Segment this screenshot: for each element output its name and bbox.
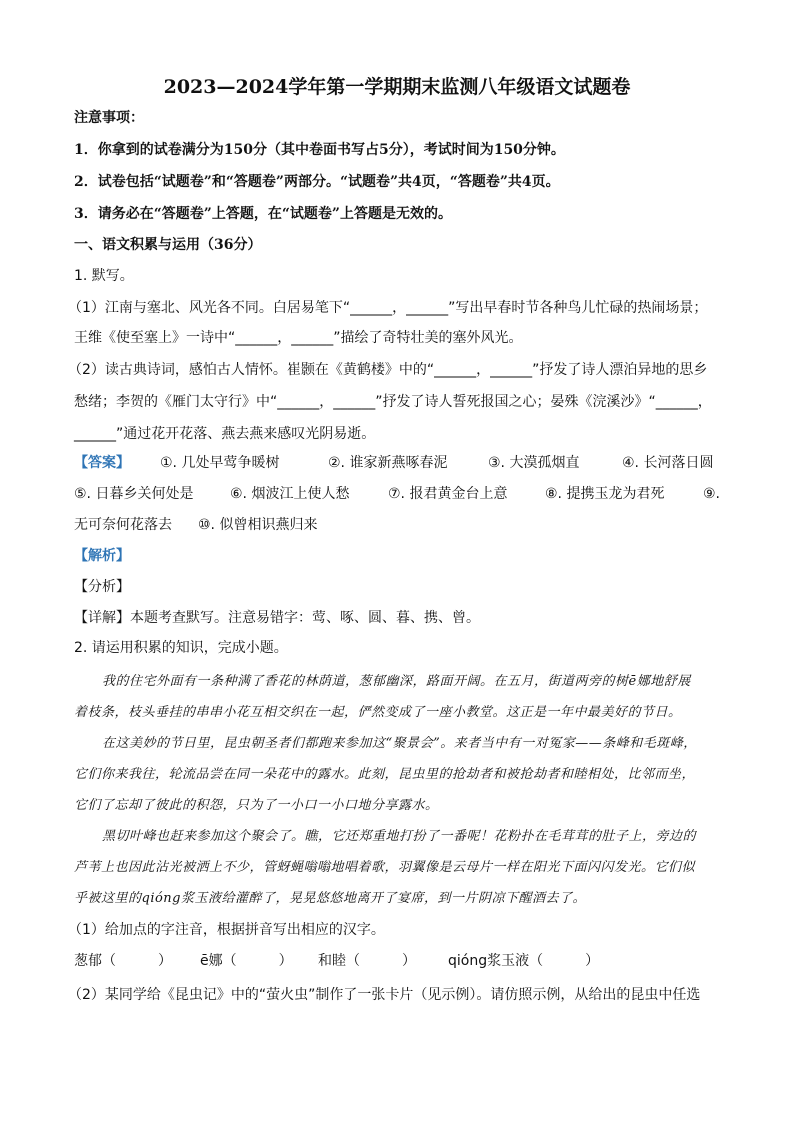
answer-item: ③. 大漠孤烟直 <box>488 455 580 471</box>
detail-line <box>74 608 480 628</box>
question-text: ______”通过花开花落、燕去燕来感叹光阴易逝。 <box>74 426 376 442</box>
pinyin-blank: ē娜（ ） <box>200 953 293 969</box>
question-label: 1. 默写。 <box>74 268 134 284</box>
analysis-tag: 【解析】 <box>74 548 130 564</box>
passage-line: 我的住宅外面有一条种满了香花的林荫道，葱郁幽深，路面开阔。在五月，街道两旁的树ē娜地舒展 <box>102 674 691 689</box>
question-text: （1）江南与塞北、风光各不同。白居易笔下“______，______”写出早春时节各种鸟儿忙碌的热闹场景； <box>68 300 708 316</box>
page-title: 2023—2024学年第一学期期末监测八年级语文试题卷 <box>163 76 631 98</box>
pinyin-blank: 和睦（ ） <box>318 953 416 969</box>
passage-line: 着枝条，枝头垂挂的串串小花互相交织在一起，俨然变成了一座小教堂。这正是一年中最美好的节日。 <box>74 705 682 720</box>
notice-heading: 注意事项： <box>74 110 144 126</box>
answer-item: ⑩. 似曾相识燕归来 <box>198 517 318 533</box>
answer-item: ⑥. 烟波江上使人愁 <box>230 486 350 502</box>
pinyin-blank: qióng浆玉液（ ） <box>448 953 600 969</box>
fenxi-tag: 【分析】 <box>74 579 130 595</box>
question-text: 愁绪；李贺的《雁门太守行》中“______，______”抒发了诗人誓死报国之心；晏殊《浣溪沙》“______， <box>74 394 712 410</box>
question-text: 王维《使至塞上》一诗中“______，______”描绘了奇特壮美的塞外风光。 <box>74 330 523 346</box>
passage-line: 芦苇上也因此沾光被洒上不少，管蚜蝇嗡嗡地唱着歌，羽翼像是云母片一样在阳光下面闪闪发光。它们似 <box>74 860 696 875</box>
answer-item: ①. 几处早莺争暖树 <box>160 455 280 471</box>
passage-line: 它们你来我往，轮流品尝在同一朵花中的露水。此刻，昆虫里的抢劫者和被抢劫者和睦相处，比邻而坐， <box>74 767 696 782</box>
answer-item: ④. 长河落日圆 <box>622 455 714 471</box>
passage-line: 黑切叶峰也赶来参加这个聚会了。瞧，它还郑重地打扮了一番呢！花粉扑在毛茸茸的肚子上，旁边的 <box>102 829 697 844</box>
section-heading: 一、语文积累与运用（36分） <box>74 237 262 253</box>
answer-item: ⑤. 日暮乡关何处是 <box>74 486 194 502</box>
answer-item: ⑨. <box>703 486 721 502</box>
subquestion-text: （1）给加点的字注音，根据拼音写出相应的汉字。 <box>68 922 385 938</box>
answer-item: ②. 谁家新燕啄春泥 <box>328 455 448 471</box>
detail-text: 本题考查默写。注意易错字：莺、啄、圆、暮、携、曾。 <box>130 610 480 626</box>
passage-line: 乎被这里的qióng浆玉液给灌醉了，晃晃悠悠地离开了宴席，到一片阴凉下醒酒去了。 <box>74 891 587 906</box>
answer-tag: 【答案】 <box>74 455 130 471</box>
question-text: （2）读古典诗词，感怕古人情怀。崔颢在《黄鹤楼》中的“______，______”抒发了诗人漂泊异地的思乡 <box>68 362 708 378</box>
answer-item: 无可奈何花落去 <box>74 517 172 533</box>
answer-item: ⑧. 提携玉龙为君死 <box>545 486 665 502</box>
passage-line: 在这美妙的节日里，昆虫朝圣者们都跑来参加这“聚景会”。来者当中有一对冤家——条峰和毛斑峰， <box>102 736 697 751</box>
answer-item: ⑦. 报君黄金台上意 <box>388 486 508 502</box>
question-label: 2. 请运用积累的知识，完成小题。 <box>74 640 288 656</box>
pinyin-blank: 葱郁（ ） <box>74 953 172 969</box>
subquestion-text: （2）某同学给《昆虫记》中的“萤火虫”制作了一张卡片（见示例）。请仿照示例，从给出的昆虫中任选 <box>68 987 701 1003</box>
detail-tag: 【详解】 <box>74 610 130 626</box>
notice-item: 3．请务必在“答题卷”上答题，在“试题卷”上答题是无效的。 <box>74 206 452 222</box>
passage-line: 它们了忘却了彼此的积怨，只为了一小口一小口地分享露水。 <box>74 798 439 813</box>
notice-item: 2．试卷包括“试题卷”和“答题卷”两部分。“试题卷”共4页，“答题卷”共4页。 <box>74 174 560 190</box>
notice-item: 1．你拿到的试卷满分为150分（其中卷面书写占5分），考试时间为150分钟。 <box>74 142 565 158</box>
